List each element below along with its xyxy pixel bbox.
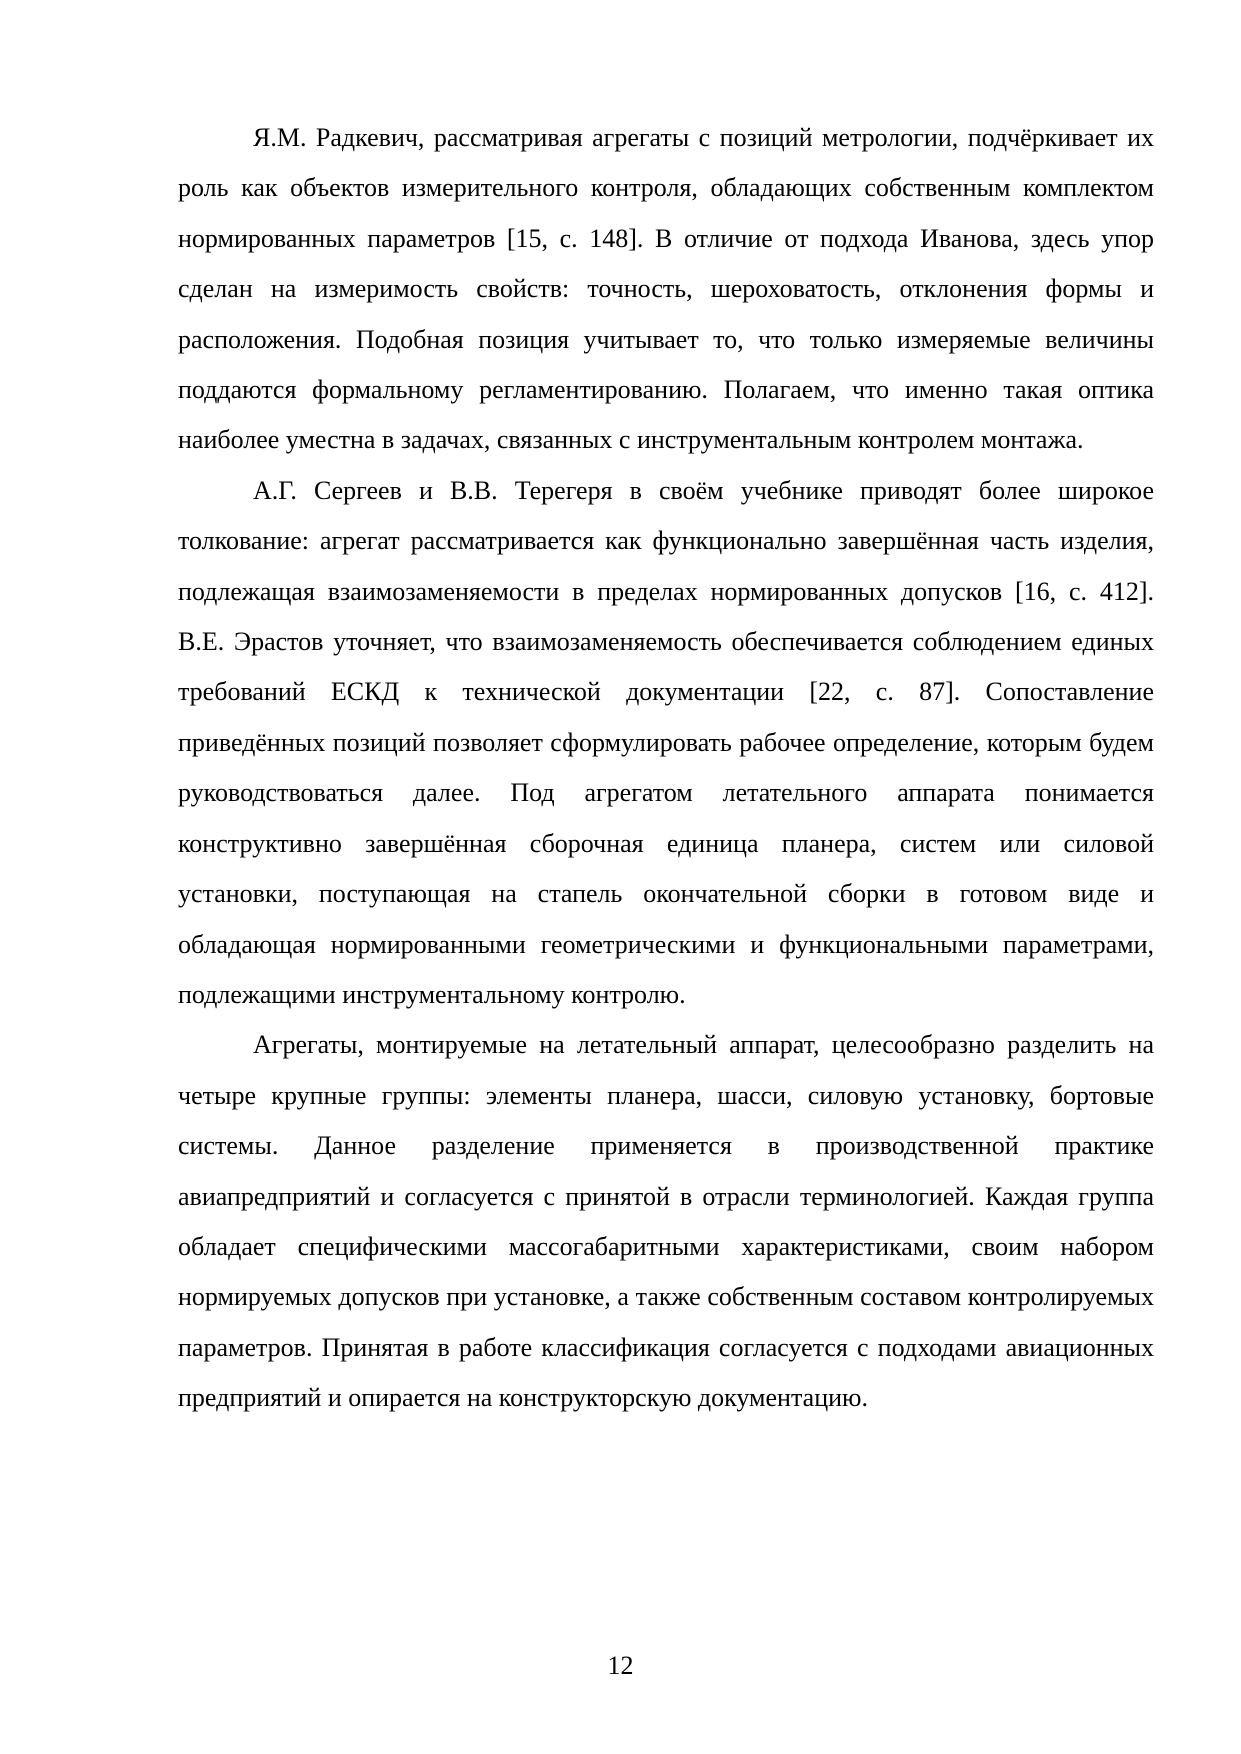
- paragraph-sergeev-teregerya: А.Г. Сергеев и В.В. Терегеря в своём учебнике приводят более широкое толкование: агрегат рассматривается как функционально завершённая часть изделия, подлежащая взаимозаменяемости в пределах нормированных допусков [16, с. 412]. В.Е. Эрастов уточняет, что взаимозаменяемость обеспечивается соблюдением единых требований ЕСКД к технической документации [22, с. 87]. Сопоставление приведённых позиций позволяет сформулировать рабочее определение, которым будем руководствоваться далее. Под агрегатом летательного аппарата понимается конструктивно завершённая сборочная единица планера, систем или силовой установки, поступающая на стапель окончательной сборки в готовом виде и обладающая нормированными геометрическими и функциональными параметрами, подлежащими инструментальному контролю.: [178, 475, 1154, 1009]
- page-number: 12: [607, 1651, 634, 1680]
- paragraph-aggregate-groups: Агрегаты, монтируемые на летательный аппарат, целесообразно разделить на четыре крупные группы: элементы планера, шасси, силовую установку, бортовые системы. Данное разделение применяется в производственной практике авиапредприятий и согласуется с принятой в отрасли терминологией. Каждая группа обладает специфическими массогабаритными характеристиками, своим набором нормируемых допусков при установке, а также собственным составом контролируемых параметров. Принятая в работе классификация согласуется с подходами авиационных предприятий и опирается на конструкторскую документацию.: [178, 1030, 1154, 1413]
- paragraph-radkevich: Я.М. Радкевич, рассматривая агрегаты с позиций метрологии, подчёркивает их роль как объектов измерительного контроля, обладающих собственным комплектом нормированных параметров [15, с. 148]. В отличие от подхода Иванова, здесь упор сделан на измеримость свойств: точность, шероховатость, отклонения формы и расположения. Подобная позиция учитывает то, что только измеряемые величины поддаются формальному регламентированию. Полагаем, что именно такая оптика наиболее уместна в задачах, связанных с инструментальным контролем монтажа.: [178, 123, 1154, 455]
- body-text: [178, 113, 1154, 1424]
